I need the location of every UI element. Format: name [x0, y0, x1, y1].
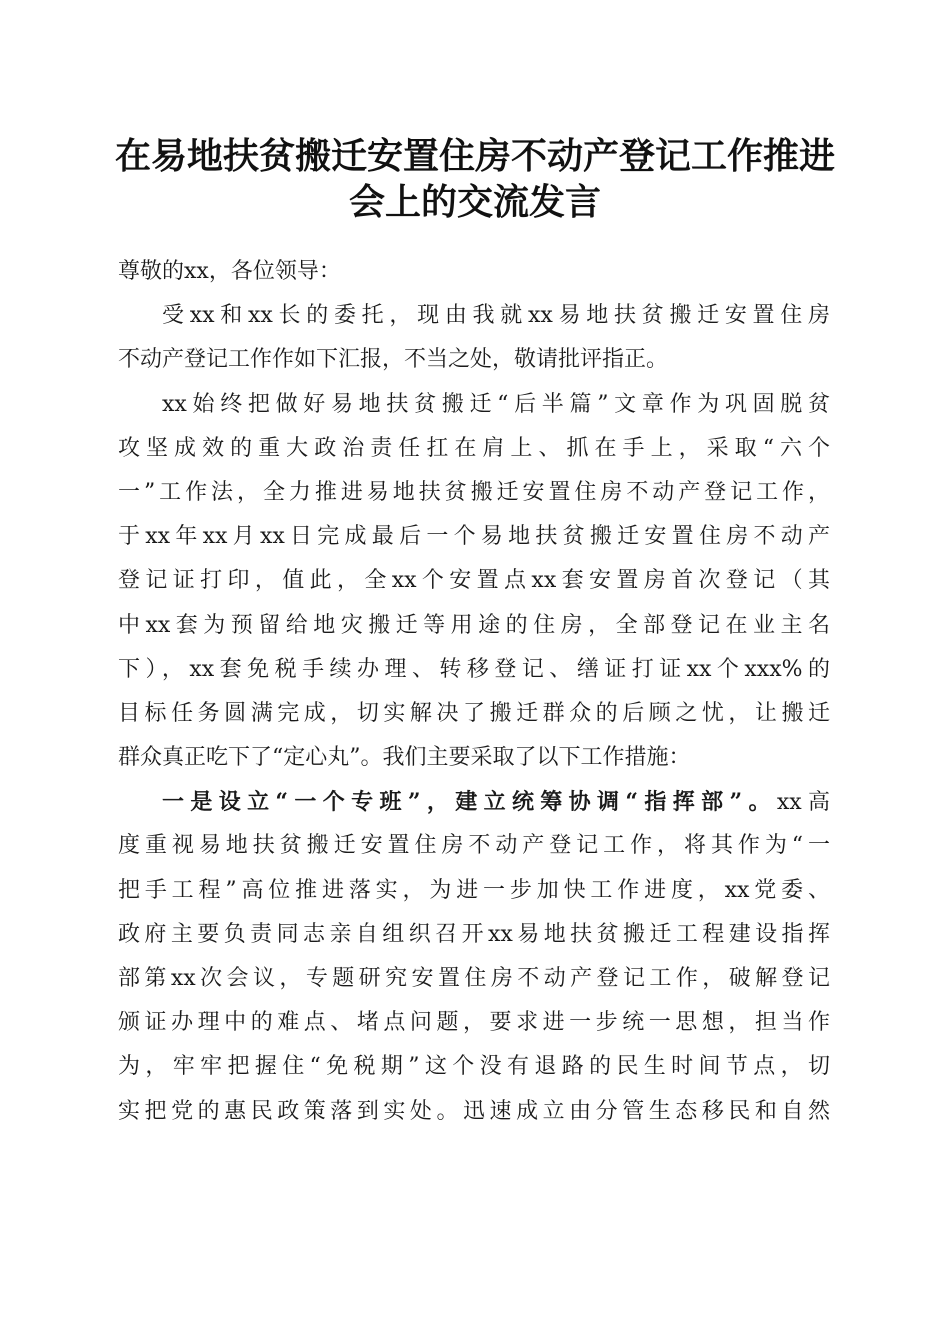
- paragraph-2-line-6: 中xx套为预留给地灾搬迁等用途的住房，全部登记在业主名: [118, 612, 830, 638]
- paragraph-3-line-8: 实把党的惠民政策落到实处。迅速成立由分管生态移民和自然: [118, 1098, 830, 1124]
- salutation: 尊敬的xx，各位领导：: [118, 259, 341, 284]
- paragraph-1-line-2: 不动产登记工作作如下汇报，不当之处，敬请批评指正。: [118, 347, 669, 373]
- paragraph-2-line-4: 于xx年xx月xx日完成最后一个易地扶贫搬迁安置住房不动产: [118, 524, 830, 550]
- paragraph-2-line-1: xx始终把做好易地扶贫搬迁“后半篇”文章作为巩固脱贫: [162, 391, 830, 417]
- paragraph-3-line-3: 把手工程”高位推进落实，为进一步加快工作进度，xx党委、: [118, 877, 830, 903]
- paragraph-3-line-4: 政府主要负责同志亲自组织召开xx易地扶贫搬迁工程建设指挥: [118, 921, 830, 947]
- paragraph-1-line-1: 受xx和xx长的委托，现由我就xx易地扶贫搬迁安置住房: [162, 303, 830, 329]
- paragraph-2-line-3: 一”工作法，全力推进易地扶贫搬迁安置住房不动产登记工作，: [118, 479, 830, 505]
- paragraph-2-line-7: 下），xx套免税手续办理、转移登记、缮证打证xx个xxx%的: [118, 656, 830, 682]
- paragraph-2-line-2: 攻坚成效的重大政治责任扛在肩上、抓在手上，采取“六个: [118, 435, 830, 461]
- title-line-2: 会上的交流发言: [348, 181, 601, 223]
- paragraph-3-line-5: 部第xx次会议，专题研究安置住房不动产登记工作，破解登记: [118, 966, 830, 991]
- paragraph-3-bold-lead: 一是设立“一个专班”，建立统筹协调“指挥部”。: [162, 789, 777, 816]
- title-line-1: 在易地扶贫搬迁安置住房不动产登记工作推进: [114, 135, 835, 177]
- document-title: [100, 133, 850, 225]
- paragraph-2-line-8: 目标任务圆满完成，切实解决了搬迁群众的后顾之忧，让搬迁: [118, 700, 830, 726]
- paragraph-3-line-2: 度重视易地扶贫搬迁安置住房不动产登记工作，将其作为“一: [118, 833, 830, 859]
- paragraph-2-line-5: 登记证打印，值此，全xx个安置点xx套安置房首次登记（其: [118, 568, 830, 594]
- paragraph-3-line-1: [118, 780, 830, 824]
- paragraph-3-line-7: 为，牢牢把握住“免税期”这个没有退路的民生时间节点，切: [118, 1054, 830, 1080]
- paragraph-2-line-9: 群众真正吃下了“定心丸”。我们主要采取了以下工作措施：: [118, 745, 691, 771]
- document-body: [118, 250, 830, 1134]
- paragraph-3-first-line-rest: xx高: [776, 790, 830, 816]
- paragraph-3-line-6: 颁证办理中的难点、堵点问题，要求进一步统一思想，担当作: [118, 1010, 830, 1036]
